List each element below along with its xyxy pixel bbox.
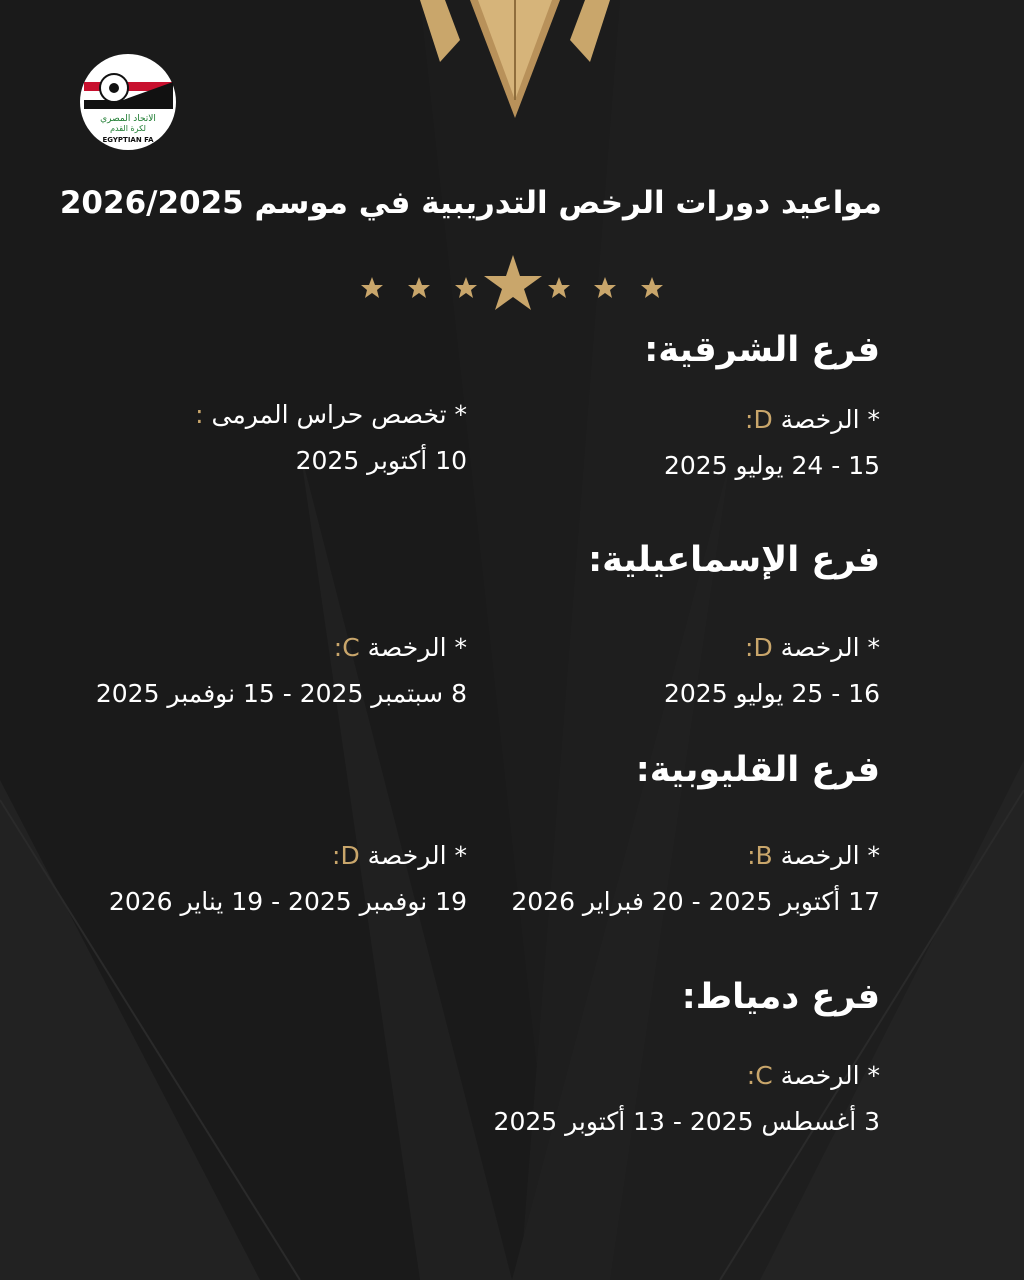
- logo-arabic-text: الاتحاد المصري: [100, 114, 156, 124]
- svg-text:EGYPTIAN FA: EGYPTIAN FA: [102, 136, 154, 144]
- license-entry: * تخصص حراس المرمى : 10 أكتوبر 2025: [195, 400, 467, 475]
- star-icon: [455, 277, 477, 298]
- page-title: مواعيد دورات الرخص التدريبية في موسم 2026/2025: [59, 185, 882, 221]
- svg-text:لكرة القدم: لكرة القدم: [110, 124, 146, 133]
- branch-title-damietta: فرع دمياط:: [681, 977, 880, 1017]
- license-entry: * الرخصة B: 17 أكتوبر 2025 - 20 فبراير 2026: [511, 841, 880, 916]
- branch-title-ismailia: فرع الإسماعيلية:: [588, 540, 880, 580]
- star-icon: [548, 277, 570, 298]
- collar-emblem: [400, 0, 630, 130]
- branch-title-sharqia: فرع الشرقية:: [644, 330, 880, 370]
- star-icon: [361, 277, 383, 298]
- license-entry: * الرخصة D: 16 - 25 يوليو 2025: [663, 633, 880, 708]
- license-entry: * الرخصة D: 19 نوفمبر 2025 - 19 يناير 2026: [108, 841, 467, 916]
- egyptian-fa-logo: [78, 52, 178, 152]
- branch-title-qalyubia: فرع القليوبية:: [635, 750, 880, 790]
- star-icon: [408, 277, 430, 298]
- license-entry: * الرخصة C: 3 أغسطس 2025 - 13 أكتوبر 2025: [493, 1061, 880, 1136]
- star-icon: [594, 277, 616, 298]
- star-icon-large: [484, 255, 542, 310]
- star-icon: [641, 277, 663, 298]
- license-entry: * الرخصة C: 8 سبتمبر 2025 - 15 نوفمبر 2025: [95, 633, 467, 708]
- license-entry: * الرخصة D: 15 - 24 يوليو 2025: [663, 405, 880, 480]
- stars-divider: [350, 250, 680, 320]
